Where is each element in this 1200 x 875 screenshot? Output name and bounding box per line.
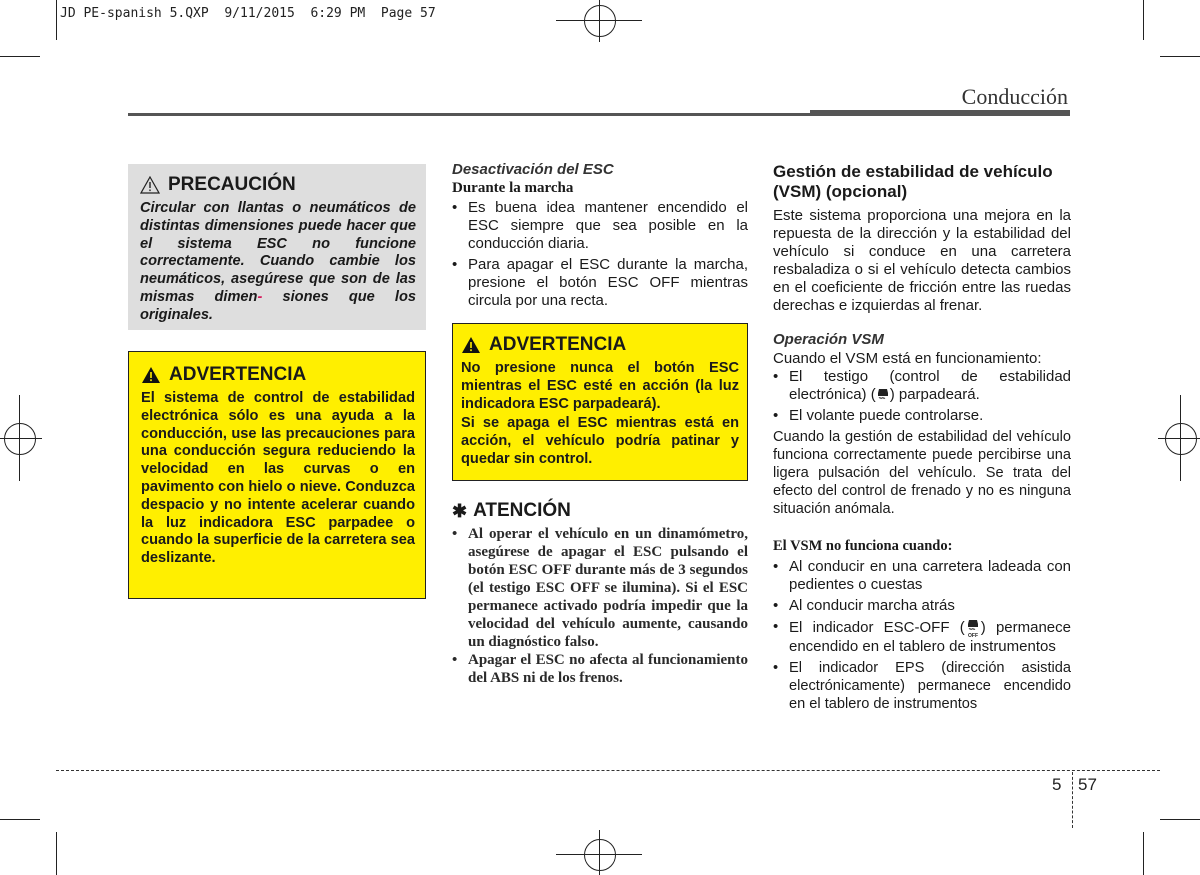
asterisk-icon: ✱: [452, 500, 468, 521]
warning-title: ADVERTENCIA: [169, 364, 307, 385]
esc-deactivation-section: [452, 161, 748, 313]
vsm-intro: Este sistema proporciona una mejora en la repuesta de la dirección y la estabilidad del vehículo si conduce en una carretera resbaladiza o si el vehículo detecta cambios en el coeficiente de fricción entre las ruedas derechas e izquierdas al frenar.: [773, 207, 1071, 314]
vsm-not-working-list: [773, 558, 1071, 713]
footer-separator: [1072, 772, 1073, 828]
warning-filled-triangle-icon: [461, 336, 481, 354]
warning-title-row: [461, 334, 739, 356]
warning-title-row: [141, 364, 415, 386]
list-item: • Al conducir marcha atrás: [773, 597, 1071, 615]
list-item: • El volante puede controlarse.: [773, 407, 1071, 425]
page-number: 57: [1078, 775, 1097, 794]
warning-box-esc: [128, 351, 426, 599]
atencion-title-row: [452, 500, 748, 522]
esc-indicator-icon: [876, 386, 890, 402]
list-item: • Al conducir en una carretera ladeada con pedientes o cuestas: [773, 558, 1071, 594]
list-item: • El indicador ESC-OFF ( OFF ) permanece encendido en el tablero de instrumentos: [773, 618, 1071, 656]
vsm-section: [773, 162, 1071, 716]
atencion-list: [452, 525, 748, 687]
print-slug: JD PE-spanish 5.QXP 9/11/2015 6:29 PM Page 57: [60, 6, 436, 21]
atencion-section: [452, 500, 748, 687]
vsm-not-working-heading: El VSM no funciona cuando:: [773, 538, 953, 554]
caution-title: PRECAUCIÓN: [168, 174, 296, 195]
during-driving-subheading: Durante la marcha: [452, 180, 574, 196]
warning-triangle-icon: [140, 176, 160, 194]
chapter-number: 5: [1052, 775, 1062, 794]
esc-deactivation-heading: Desactivación del ESC: [452, 161, 614, 178]
list-item: • Al operar el vehículo en un dinamómetro, asegúrese de apagar el ESC pulsando el botón ESC OFF durante más de 3 segundos (el testigo ESC OFF se ilumina). Si el ESC permanece activado podría impedir que la velocidad del vehículo aumente, causando un diagnóstico falso.: [452, 525, 748, 651]
warning-paragraph-1: No presione nunca el botón ESC mientras el ESC esté en acción (la luz indicadora ESC parpadeará).: [461, 360, 739, 412]
atencion-title: ATENCIÓN: [473, 500, 571, 521]
list-item: • El testigo (control de estabilidad electrónica) ( ) parpadeará.: [773, 368, 1071, 404]
caution-box: [128, 164, 426, 330]
list-item: • El indicador EPS (dirección asistida electrónicamente) permanece encendido en el tablero de instrumentos: [773, 659, 1071, 713]
section-title: Conducción: [961, 84, 1068, 109]
vsm-title: Gestión de estabilidad de vehículo (VSM) (opcional): [773, 162, 1053, 201]
vsm-operation-list: [773, 368, 1071, 425]
esc-off-indicator-icon: [965, 618, 981, 638]
esc-off-icon-label: OFF: [967, 633, 978, 638]
caution-title-row: [140, 174, 416, 196]
vsm-operation-heading: Operación VSM: [773, 331, 884, 348]
warning-box-esc-button: [452, 323, 748, 481]
warning-filled-triangle-icon: [141, 366, 161, 384]
warning-title: ADVERTENCIA: [489, 334, 627, 355]
footer-rule: [56, 770, 1160, 771]
list-item: • Es buena idea mantener encendido el ESC siempre que sea posible en la conducción diaria.: [452, 199, 748, 253]
list-item: • Para apagar el ESC durante la marcha, presione el botón ESC OFF mientras circula por una recta.: [452, 256, 748, 310]
warning-paragraph-2: Si se apaga el ESC mientras está en acción, el vehículo podría patinar y quedar sin control.: [461, 415, 739, 467]
warning-text: El sistema de control de estabilidad electrónica sólo es una ayuda a la conducción, use las precauciones para una conducción segura reduciendo la velocidad en las curvas o en pavimento con hielo o nieve. Conduzca despacio y no intente acelerar cuando la luz indicadora ESC parpadee o cuando la superficie de la carretera sea deslizante.: [141, 390, 415, 567]
vsm-operation-text: Cuando la gestión de estabilidad del vehículo funciona correctamente puede percibirse una ligera pulsación del vehículo. Se trata del efecto del control de frenado y no es ninguna situación anómala.: [773, 429, 1071, 517]
caution-text: Circular con llantas o neumáticos de distintas dimensiones puede hacer que el sistema ESC no funcione correctamente. Cuando cambie los neumáticos, asegúrese que son de las mismas dimen- siones que los originales.: [140, 200, 417, 323]
list-item: • Apagar el ESC no afecta al funcionamiento del ABS ni de los frenos.: [452, 651, 748, 687]
vsm-operation-intro: Cuando el VSM está en funcionamiento:: [773, 350, 1042, 367]
esc-deactivation-list: [452, 199, 748, 310]
header-rule-accent: [810, 110, 1070, 116]
